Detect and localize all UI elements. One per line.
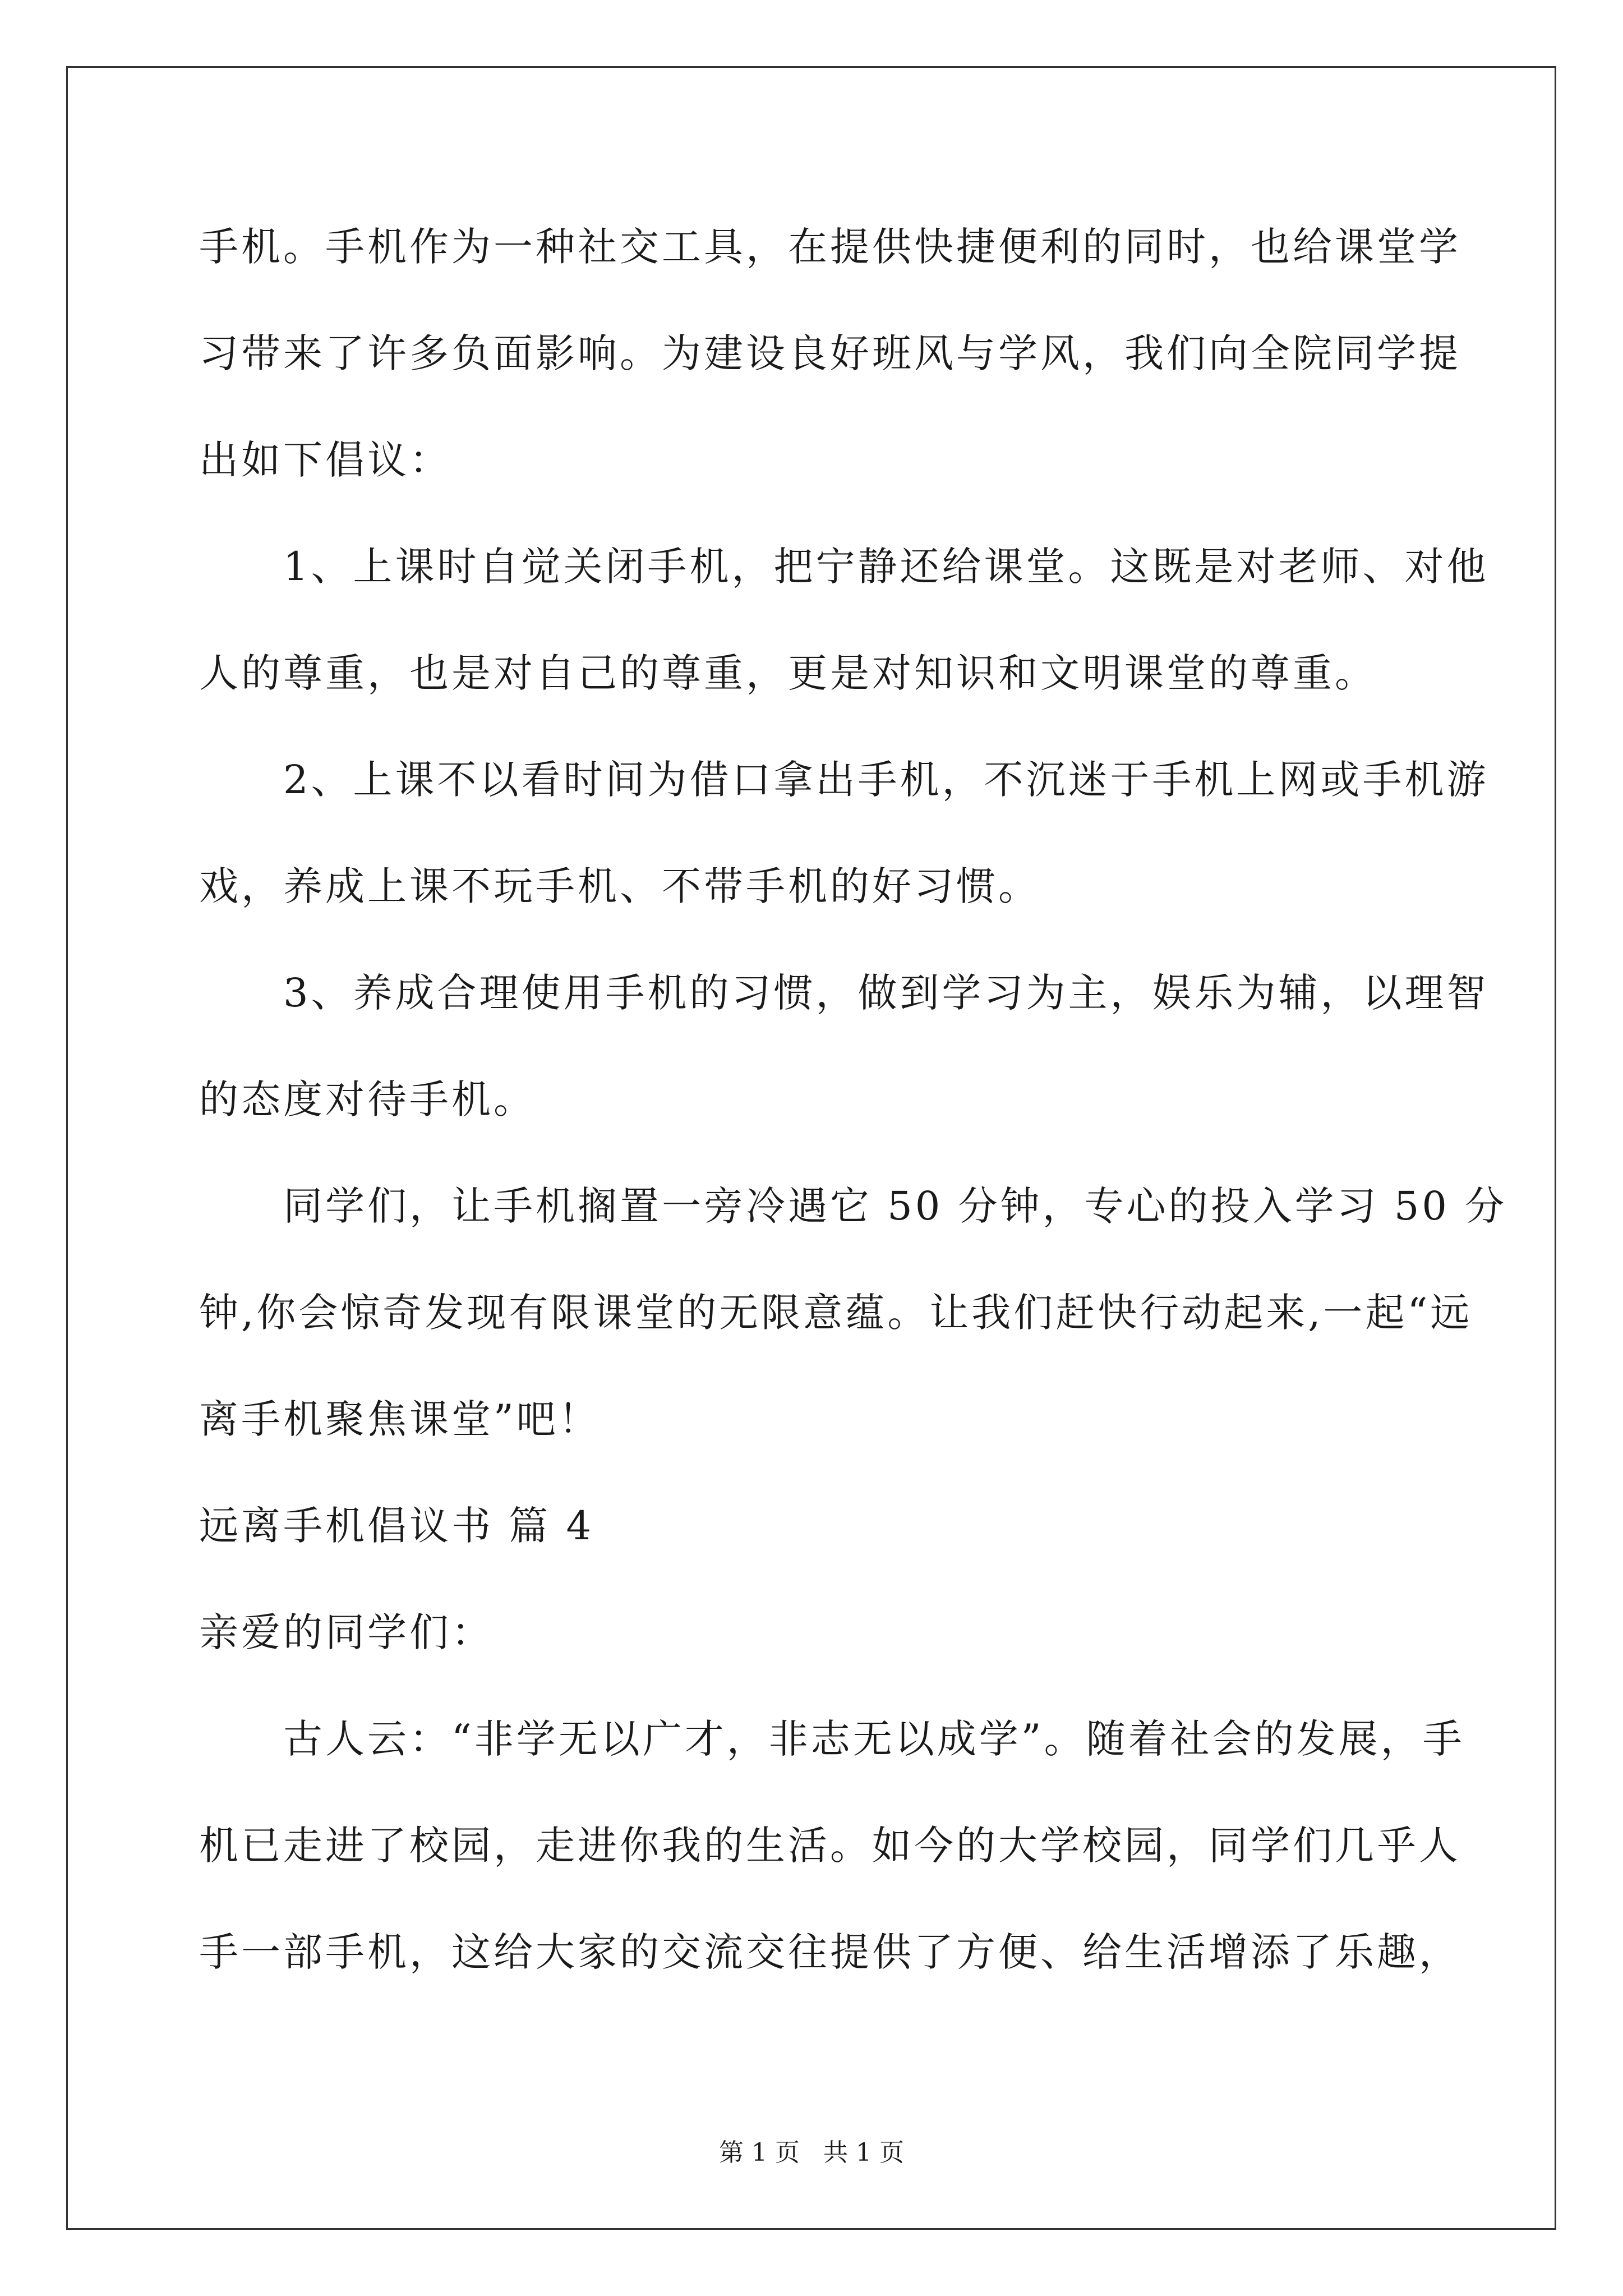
body-text-line: 出如下倡议： [199,437,451,483]
body-text-line: 手一部手机，这给大家的交流交往提供了方便、给生活增添了乐趣， [199,1929,1461,1975]
page-border [66,66,1556,2230]
body-text-line: 机已走进了校园，走进你我的生活。如今的大学校园，同学们几乎人 [199,1823,1461,1869]
section-heading: 远离手机倡议书 篇 4 [199,1503,594,1549]
list-item-2-line: 2、上课不以看时间为借口拿出手机，不沉迷于手机上网或手机游 [283,757,1489,803]
body-text-line: 人的尊重，也是对自己的尊重，更是对知识和文明课堂的尊重。 [199,650,1377,696]
list-item-1-line: 1、上课时自觉关闭手机，把宁静还给课堂。这既是对老师、对他 [283,544,1489,590]
page-footer: 第 1 页 共 1 页 [719,2138,904,2167]
body-text-line: 钟,你会惊奇发现有限课堂的无限意蕴。让我们赶快行动起来,一起“远 [199,1290,1473,1336]
body-text-line: 手机。手机作为一种社交工具，在提供快捷便利的同时，也给课堂学 [199,224,1461,270]
paragraph-start-line: 同学们，让手机搁置一旁冷遇它 50 分钟，专心的投入学习 50 分 [283,1183,1507,1229]
body-text-line: 的态度对待手机。 [199,1076,536,1122]
body-text-line: 离手机聚焦课堂”吧！ [199,1396,601,1442]
body-text-line: 习带来了许多负面影响。为建设良好班风与学风，我们向全院同学提 [199,330,1461,376]
paragraph-start-line: 古人云：“非学无以广才，非志无以成学”。随着社会的发展，手 [283,1716,1465,1762]
body-text-line: 戏，养成上课不玩手机、不带手机的好习惯。 [199,863,1040,909]
list-item-3-line: 3、养成合理使用手机的习惯，做到学习为主，娱乐为辅，以理智 [283,970,1489,1016]
salutation: 亲爱的同学们： [199,1609,494,1655]
